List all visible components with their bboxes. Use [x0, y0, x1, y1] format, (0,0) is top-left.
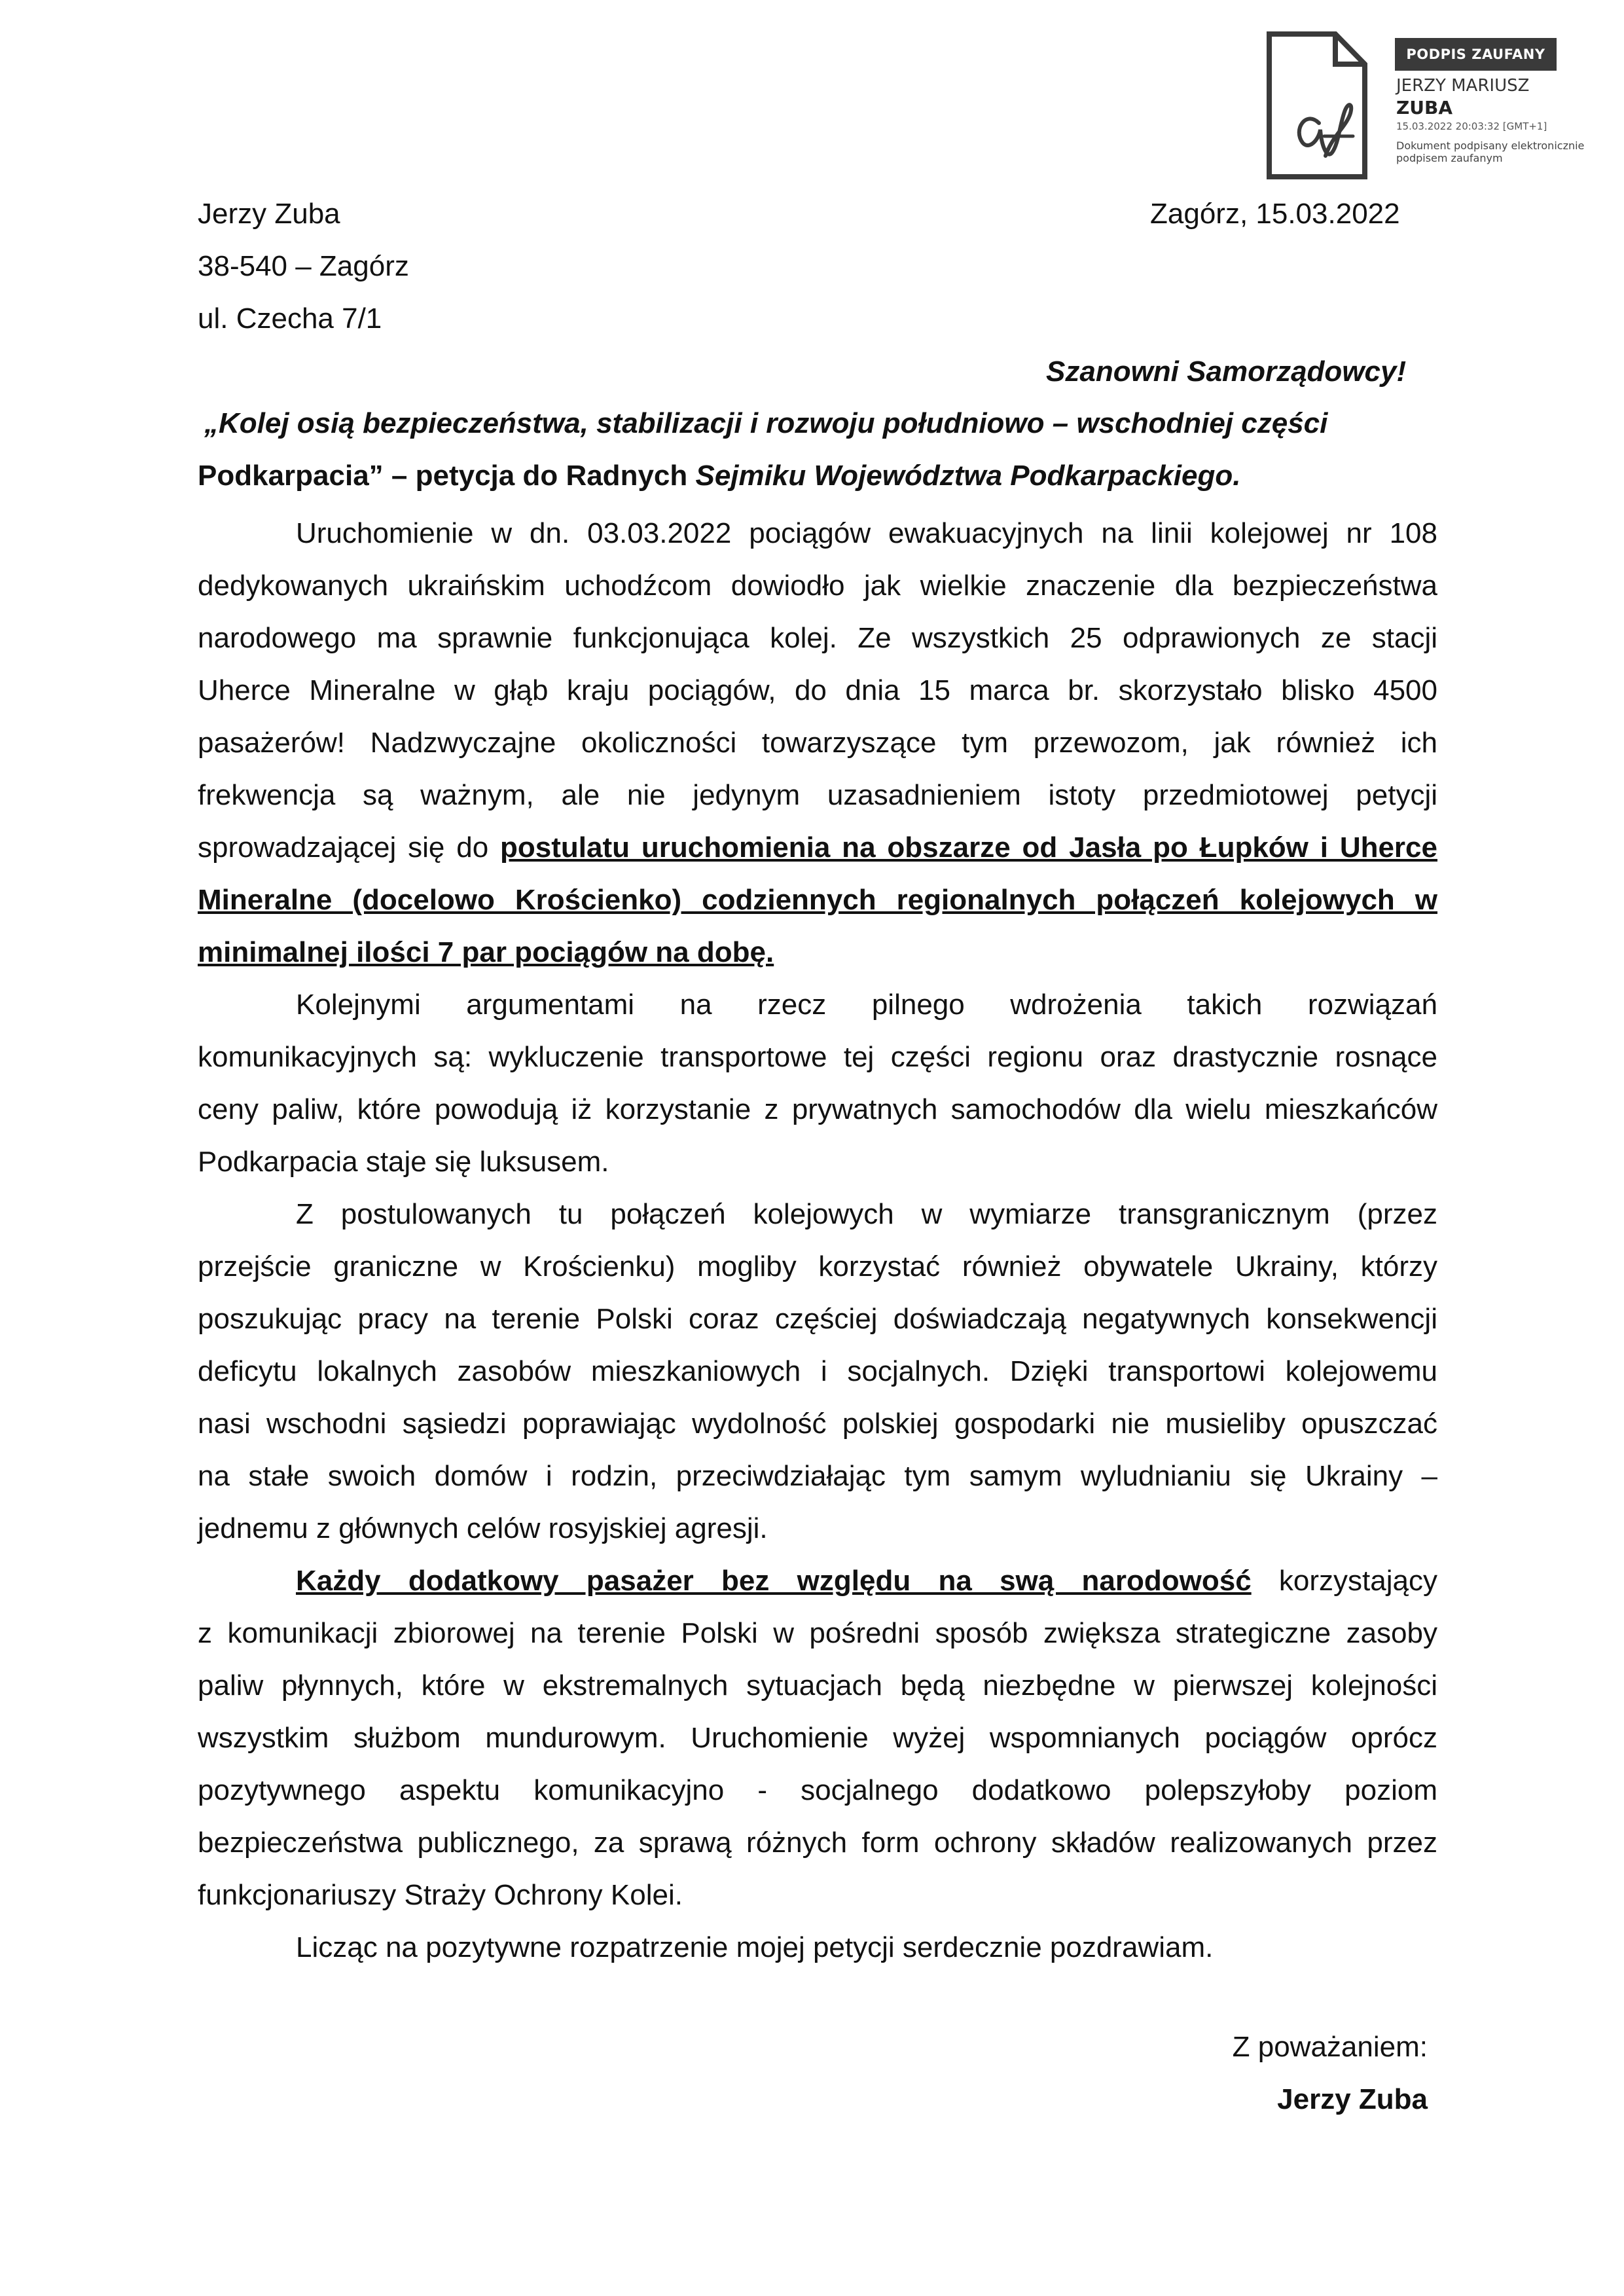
paragraph-line: Uherce Mineralne w głąb kraju pociągów, do dnia 15 marca br. skorzystało blisko 4500 [198, 674, 1437, 706]
paragraph-line: pozytywnego aspektu komunikacyjno - socjalnego dodatkowo polepszyłoby poziom [198, 1774, 1437, 1806]
closing-signature-name: Jerzy Zuba [1277, 2083, 1428, 2115]
paragraph-line: bezpieczeństwa publicznego, za sprawą różnych form ochrony składów realizowanych przez [198, 1827, 1437, 1859]
paragraph-line: Kolejnymi argumentami na rzecz pilnego wdrożenia takich rozwiązań [296, 989, 1437, 1021]
signature-description: Dokument podpisany elektronicznie podpisem zaufanym [1396, 139, 1585, 164]
petition-title-line1 [204, 407, 1327, 441]
paragraph-line [198, 1555, 1437, 1607]
paragraph-1 [198, 507, 1437, 979]
paragraph-5 [198, 1922, 1437, 1974]
paragraph-line: paliw płynnych, które w ekstremalnych sytuacjach będą niezbędne w pierwszej kolejności [198, 1669, 1437, 1702]
title-line1-text: „Kolej osią bezpieczeństwa, stabilizacji i rozwoju południowo – wschodniej części [204, 407, 1328, 439]
paragraph-2 [198, 979, 1437, 1188]
paragraph-line [198, 926, 1437, 979]
petition-title-line2 [198, 459, 1240, 493]
sender-postal: 38-540 – Zagórz [198, 250, 409, 282]
sender-street: ul. Czecha 7/1 [198, 302, 382, 335]
paragraph-line: pasażerów! Nadzwyczajne okoliczności towarzyszące tym przewozom, jak również ich [198, 727, 1437, 759]
salutation: Szanowni Samorządowcy! [1046, 355, 1407, 388]
signature-badge: PODPIS ZAUFANY [1395, 38, 1557, 71]
paragraph-line [198, 822, 1437, 874]
paragraph-line: wszystkim służbom mundurowym. Uruchomienie wyżej wspomnianych pociągów oprócz [198, 1722, 1437, 1754]
postulate-emphasis: minimalnej ilości 7 par pociągów na dobę. [198, 936, 774, 968]
paragraph-line: poszukując pracy na terenie Polski coraz częściej doświadczają negatywnych konsekwencji [198, 1303, 1437, 1335]
paragraph-line: z komunikacji zbiorowej na terenie Polski w pośredni sposób zwiększa strategiczne zasoby [198, 1617, 1437, 1649]
postulate-emphasis: postulatu uruchomienia na obszarze od Jasła po Łupków i Uherce [500, 831, 1437, 864]
paragraph-line: przejście graniczne w Krościenku) mogliby korzystać również obywatele Ukrainy, którzy [198, 1250, 1437, 1283]
signed-document-icon [1267, 31, 1398, 182]
paragraph-line: Uruchomienie w dn. 03.03.2022 pociągów ewakuacyjnych na linii kolejowej nr 108 [296, 517, 1437, 549]
paragraph-line: Licząc na pozytywne rozpatrzenie mojej petycji serdecznie pozdrawiam. [296, 1931, 1214, 1963]
title-line2-part-a: Podkarpacia” – petycja do Radnych [198, 460, 696, 492]
place-date: Zagórz, 15.03.2022 [1150, 198, 1400, 230]
paragraph-line: dedykowanych ukraińskim uchodźcom dowiodło jak wielkie znaczenie dla bezpieczeństwa [198, 570, 1437, 602]
inline-text: korzystający [1251, 1565, 1437, 1597]
passenger-emphasis: Każdy dodatkowy pasażer bez względu na swą narodowość [296, 1565, 1252, 1597]
sender-name: Jerzy Zuba [198, 198, 340, 230]
trusted-signature-stamp [1267, 31, 1607, 189]
paragraph-4 [198, 1555, 1437, 1922]
paragraph-line: deficytu lokalnych zasobów mieszkaniowych i socjalnych. Dzięki transportowi kolejowemu [198, 1355, 1437, 1387]
paragraph-line: na stałe swoich domów i rodzin, przeciwdziałając tym samym wyludnianiu się Ukrainy – [198, 1460, 1437, 1492]
paragraph-line: Z postulowanych tu połączeń kolejowych w wymiarze transgranicznym (przez [296, 1198, 1437, 1230]
paragraph-3 [198, 1188, 1437, 1555]
signer-name-line2: ZUBA [1396, 97, 1453, 118]
paragraph-line: funkcjonariuszy Straży Ochrony Kolei. [198, 1879, 683, 1911]
paragraph-line: narodowego ma sprawnie funkcjonująca kolej. Ze wszystkich 25 odprawionych ze stacji [198, 622, 1437, 654]
paragraph-line: frekwencja są ważnym, ale nie jedynym uzasadnieniem istoty przedmiotowej petycji [198, 779, 1437, 811]
paragraph-line: komunikacyjnych są: wykluczenie transportowe tej części regionu oraz drastycznie rosnące [198, 1041, 1437, 1073]
closing-regards: Z poważaniem: [1232, 2031, 1428, 2063]
paragraph-line: ceny paliw, które powodują iż korzystanie z prywatnych samochodów dla wielu mieszkańców [198, 1093, 1437, 1125]
signature-timestamp: 15.03.2022 20:03:32 [GMT+1] [1396, 120, 1547, 132]
signer-name-line1: JERZY MARIUSZ [1396, 76, 1530, 96]
paragraph-line: nasi wschodni sąsiedzi poprawiając wydolność polskiej gospodarki nie musieliby opuszczać [198, 1408, 1437, 1440]
postulate-emphasis: Mineralne (docelowo Krościenko) codziennych regionalnych połączeń kolejowych w [198, 884, 1437, 916]
paragraph-line: jednemu z głównych celów rosyjskiej agresji. [198, 1512, 768, 1544]
paragraph-line: Podkarpacia staje się luksusem. [198, 1146, 609, 1178]
inline-text: sprowadzającej się do [198, 831, 501, 864]
title-line2-part-b: Sejmiku Województwa Podkarpackiego. [695, 460, 1241, 492]
